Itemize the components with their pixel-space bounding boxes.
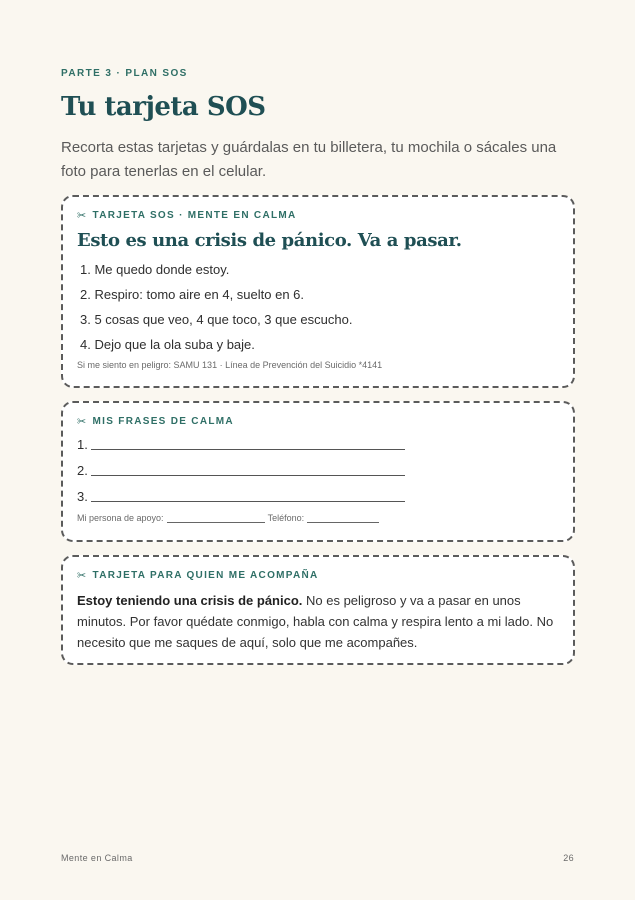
phrase-blank-field[interactable] xyxy=(91,484,405,502)
phone-blank[interactable] xyxy=(307,513,379,523)
phrase-line xyxy=(77,432,559,458)
section-kicker: PARTE 3 · PLAN SOS xyxy=(61,68,188,79)
companion-message-bold: Estoy teniendo una crisis de pánico. xyxy=(77,593,303,608)
support-person-label: Mi persona de apoyo: xyxy=(77,513,164,523)
phrase-line-number: 1. xyxy=(77,437,88,452)
companion-message-rest: No es peligroso y va a pasar en unos minutos. Por favor quédate conmigo, habla con calma y respira lento a mi lado. No necesito que me saques de aquí, solo que me acompañes. xyxy=(77,593,554,650)
calm-phrases-label xyxy=(77,415,559,428)
phrase-blank-field[interactable] xyxy=(91,458,405,476)
footer-book-title: Mente en Calma xyxy=(61,853,133,863)
page-title: Tu tarjeta SOS xyxy=(61,92,266,122)
phrase-line-number: 2. xyxy=(77,463,88,478)
phone-label: Teléfono: xyxy=(267,513,305,523)
support-contact-row xyxy=(77,513,559,523)
sos-card xyxy=(61,195,575,388)
sos-card-title: Esto es una crisis de pánico. Va a pasar. xyxy=(77,230,462,251)
scissors-icon: ✂ xyxy=(77,570,88,582)
phrase-line xyxy=(77,484,559,510)
scissors-icon: ✂ xyxy=(77,210,88,222)
sos-card-label-text: TARJETA SOS · MENTE EN CALMA xyxy=(92,210,297,221)
sos-step: 1. Me quedo donde estoy. xyxy=(80,262,230,277)
sos-step: 3. 5 cosas que veo, 4 que toco, 3 que escucho. xyxy=(80,312,353,327)
intro-text: Recorta estas tarjetas y guárdalas en tu billetera, tu mochila o sácales una foto para tenerlas en el celular. xyxy=(61,139,557,180)
phrase-line-number: 3. xyxy=(77,489,88,504)
support-person-blank[interactable] xyxy=(167,513,265,523)
sos-step: 4. Dejo que la ola suba y baje. xyxy=(80,337,255,352)
sos-card-label xyxy=(77,209,559,222)
companion-card-label xyxy=(77,569,559,582)
companion-message xyxy=(77,590,559,653)
emergency-footnote: Si me siento en peligro: SAMU 131 · Línea de Prevención del Suicidio *4141 xyxy=(77,360,383,370)
phrase-blank-field[interactable] xyxy=(91,432,405,450)
sos-step: 2. Respiro: tomo aire en 4, suelto en 6. xyxy=(80,287,305,302)
footer-page-number: 26 xyxy=(563,853,574,863)
scissors-icon: ✂ xyxy=(77,416,88,428)
companion-card xyxy=(61,555,575,665)
calm-phrases-label-text: MIS FRASES DE CALMA xyxy=(92,416,234,427)
calm-phrases-card xyxy=(61,401,575,542)
companion-card-label-text: TARJETA PARA QUIEN ME ACOMPAÑA xyxy=(92,570,319,581)
phrase-line xyxy=(77,458,559,484)
sos-steps-list xyxy=(77,257,559,357)
